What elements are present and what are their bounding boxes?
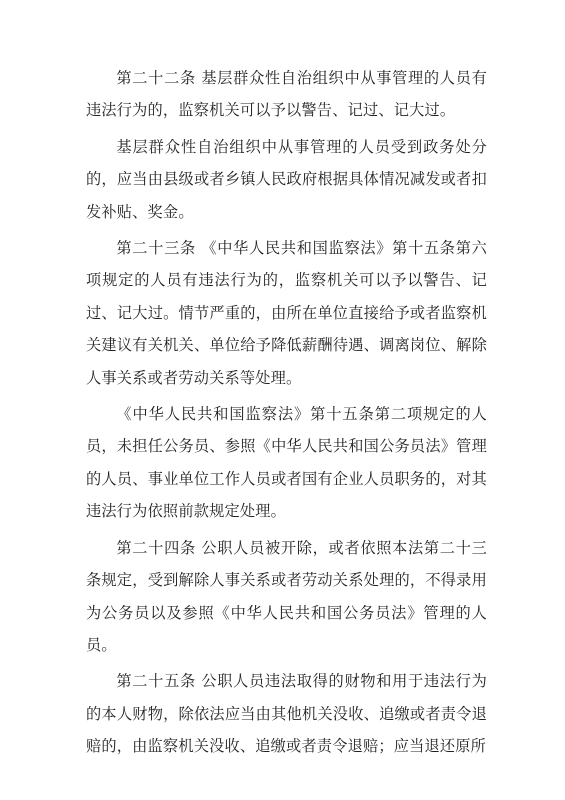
article-22-paragraph: 第二十二条 基层群众性自治组织中从事管理的人员有违法行为的，监察机关可以予以警告、记过、记大过。 [86, 69, 487, 120]
article-23-paragraph: 第二十三条 《中华人民共和国监察法》第十五条第六项规定的人员有违法行为的，监察机关可以予以警告、记过、记大过。情节严重的，由所在单位直接给予或者监察机关建议有关机关、单位给予降低薪酬待遇、调离岗位、解除人事关系或者劳动关系等处理。 [86, 239, 487, 387]
article-22-paragraph-2: 基层群众性自治组织中从事管理的人员受到政务处分的，应当由县级或者乡镇人民政府根据具体情况减发或者扣发补贴、奖金。 [86, 137, 487, 221]
article-24-paragraph: 第二十四条 公职人员被开除，或者依照本法第二十三条规定，受到解除人事关系或者劳动关系处理的，不得录用为公务员以及参照《中华人民共和国公务员法》管理的人员。 [86, 538, 487, 654]
article-23-paragraph-2: 《中华人民共和国监察法》第十五条第二项规定的人员，未担任公务员、参照《中华人民共和国公务员法》管理的人员、事业单位工作人员或者国有企业人员职务的，对其违法行为依照前款规定处理。 [86, 405, 487, 521]
article-25-paragraph: 第二十五条 公职人员违法取得的财物和用于违法行为的本人财物，除依法应当由其他机关没收、追缴或者责令退赔的，由监察机关没收、追缴或者责令退赔；应当退还原所 [86, 672, 487, 756]
